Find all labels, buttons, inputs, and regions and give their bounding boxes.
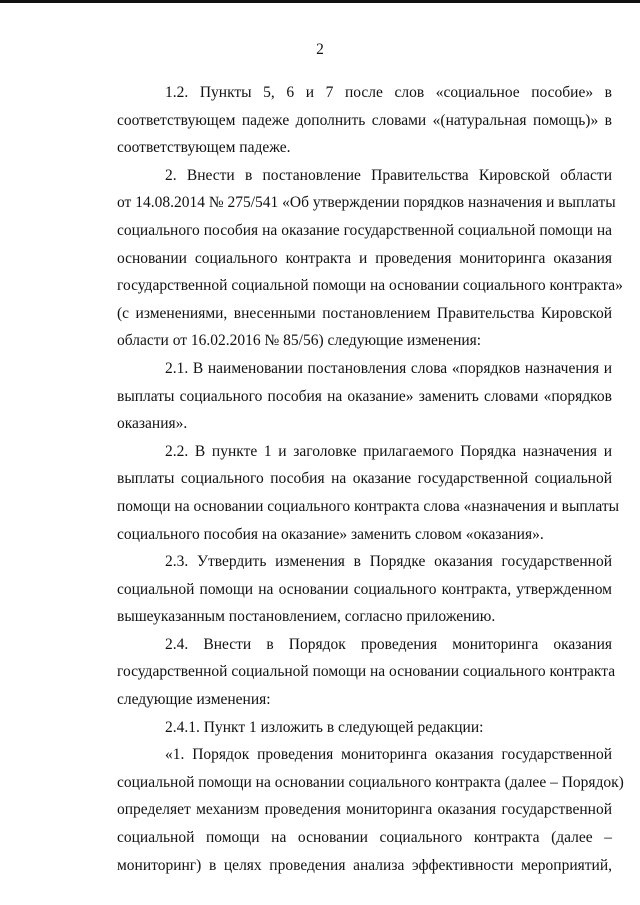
text-line: следующие изменения: bbox=[117, 691, 271, 709]
text-line: области от 16.02.2016 № 85/56) следующие изменения: bbox=[117, 332, 482, 350]
text-line: 2.1. В наименовании постановления слова «порядков назначения и bbox=[165, 359, 612, 377]
text-line: 2. Внести в постановление Правительства Кировской области bbox=[165, 166, 612, 184]
text-line: 1.2. Пункты 5, 6 и 7 после слов «социальное пособие» в bbox=[165, 84, 612, 101]
paragraph bbox=[117, 438, 620, 548]
paragraph bbox=[117, 355, 612, 438]
text-line: социальной помощи на основании социального контракта (далее – Порядок) bbox=[117, 773, 624, 791]
text-line: определяет механизм проведения мониторинга оказания государственной bbox=[117, 801, 612, 819]
text-line: 2.2. В пункте 1 и заголовке прилагаемого Порядка назначения и bbox=[165, 442, 612, 460]
text-line: государственной социальной помощи на основании социального контракта bbox=[117, 663, 616, 681]
document-body bbox=[117, 79, 624, 879]
text-line: 2.4. Внести в Порядок проведения мониторинга оказания bbox=[165, 635, 612, 653]
text-line: социальной помощи на основании социального контракта, утвержденном bbox=[117, 580, 612, 598]
text-line: социальной помощи на основании социального контракта (далее – bbox=[117, 829, 612, 847]
text-line: вышеуказанным постановлением, согласно приложению. bbox=[117, 608, 496, 626]
text-line: соответствующем падеже дополнить словами «(натуральная помощь)» в bbox=[117, 111, 612, 129]
page-number: 2 bbox=[316, 41, 324, 58]
text-line: выплаты социального пособия на оказание государственной социальной bbox=[117, 470, 612, 488]
text-line: социального пособия на оказание» заменить словом «оказания». bbox=[117, 525, 544, 543]
text-line: мониторинг) в целях проведения анализа эффективности мероприятий, bbox=[117, 856, 612, 874]
text-line: соответствующем падеже. bbox=[117, 139, 291, 157]
text-line: (с изменениями, внесенными постановлением Правительства Кировской bbox=[117, 304, 612, 322]
text-line: основании социального контракта и проведения мониторинга оказания bbox=[117, 249, 612, 267]
text-line: государственной социальной помощи на основании социального контракта» bbox=[117, 277, 623, 295]
text-line: от 14.08.2014 № 275/541 «Об утверждении порядков назначения и выплаты bbox=[117, 194, 616, 212]
scan-top-border bbox=[0, 0, 640, 3]
paragraph bbox=[117, 631, 616, 714]
text-line: 2.4.1. Пункт 1 изложить в следующей редакции: bbox=[165, 718, 484, 736]
text-line: «1. Порядок проведения мониторинга оказания государственной bbox=[165, 746, 612, 764]
text-line: 2.3. Утвердить изменения в Порядке оказания государственной bbox=[165, 553, 612, 571]
paragraph bbox=[117, 162, 623, 355]
paragraph bbox=[117, 548, 612, 631]
paragraph bbox=[117, 714, 612, 742]
text-line: оказания». bbox=[117, 415, 188, 433]
text-line: помощи на основании социального контракта слова «назначения и выплаты bbox=[117, 497, 620, 515]
text-line: социального пособия на оказание государственной социальной помощи на bbox=[117, 221, 612, 239]
text-line: выплаты социального пособия на оказание» заменить словами «порядков bbox=[117, 387, 612, 405]
paragraph bbox=[117, 741, 624, 879]
paragraph bbox=[117, 79, 612, 162]
